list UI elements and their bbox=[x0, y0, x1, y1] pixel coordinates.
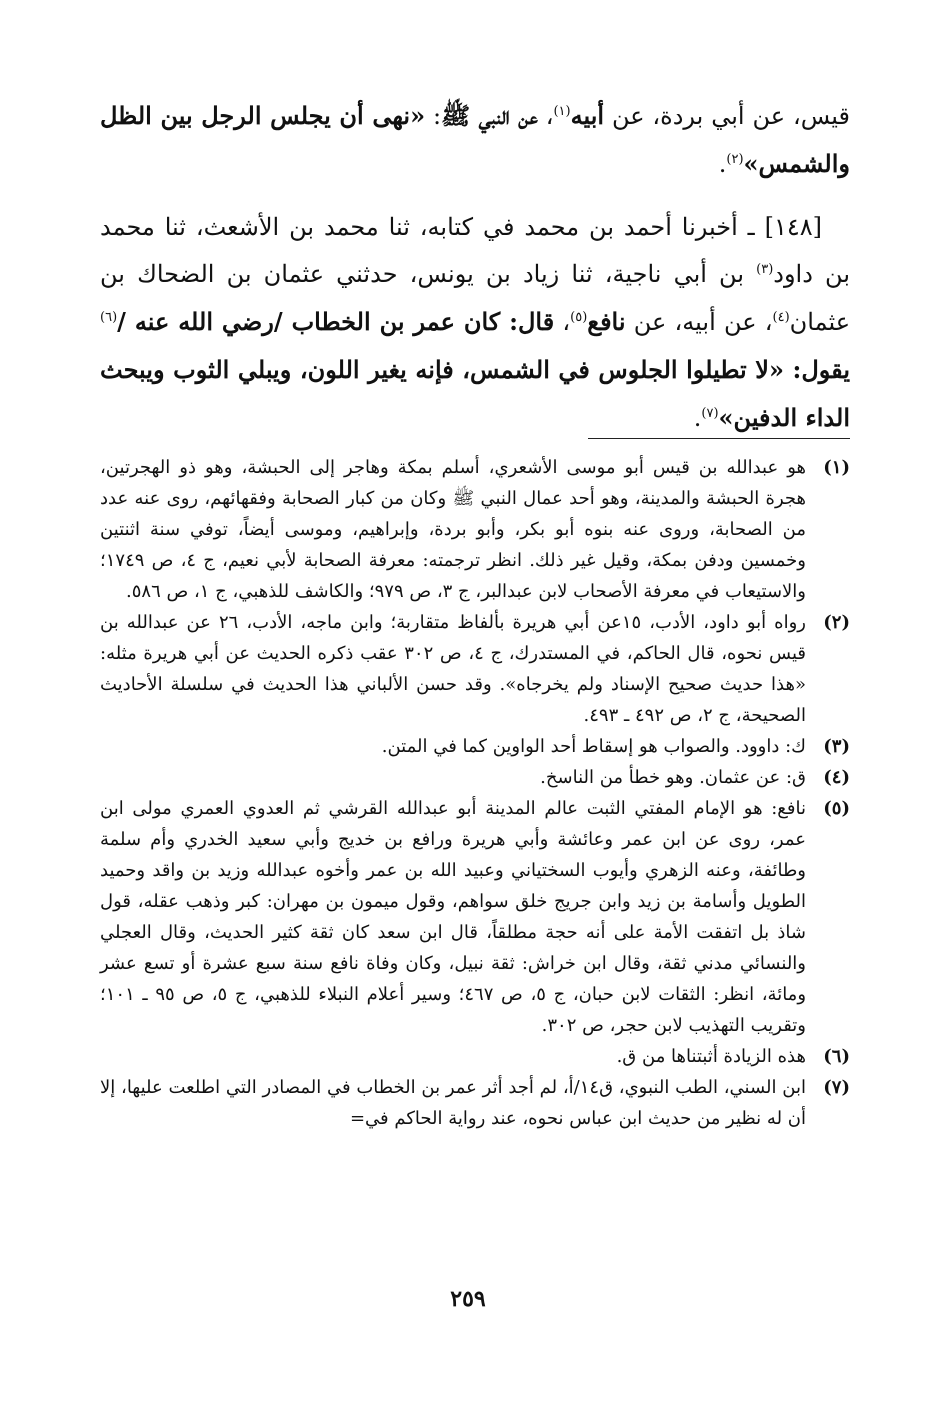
bold-run: قال: كان عمر بن الخطاب /رضي الله عنه / bbox=[117, 307, 555, 336]
footnote-ref-7[interactable]: (٧) bbox=[701, 406, 719, 421]
text-run: ، عن أبيه، عن bbox=[625, 308, 773, 336]
footnote-ref-2[interactable]: (٢) bbox=[726, 152, 744, 167]
footnote-number: (٣) bbox=[823, 736, 850, 757]
footnote-text: ابن السني، الطب النبوي، ق١٤/أ، لم أجد أثر عمر بن الخطاب في المصادر التي اطلعت عليها، إلا أن له نظير من حديث ابن عباس نحوه، عند رواية الحاكم في= bbox=[100, 1077, 806, 1129]
footnote-ref-1[interactable]: (١) bbox=[553, 104, 571, 119]
footnote-number: (١) bbox=[823, 457, 850, 478]
footnote-text: هذه الزيادة أثبتناها من ق. bbox=[616, 1046, 806, 1067]
footnote-text: رواه أبو داود، الأدب، ١٥عن أبي هريرة بألفاظ متقاربة؛ وابن ماجه، الأدب، ٢٦ عن عبدالله بن قيس نحوه، قال الحاكم، في المستدرك، ج ٤، ص ٣٠٢ عقب ذكره الحديث عن أبي هريرة مثله: «هذا حديث صحيح الإسناد ولم يخرجاه». وقد حسن الألباني هذا الحديث في سلسلة الأحاديث الصحيحة، ج ٢، ص ٤٩٢ ـ ٤٩٣. bbox=[100, 612, 807, 726]
footnote-text: هو عبدالله بن قيس أبو موسى الأشعري، أسلم بمكة وهاجر إلى الحبشة، وهو ذو الهجرتين، هجرة الحبشة والمدينة، وهو أحد عمال النبي ﷺ وكان من كبار الصحابة وفقهائهم، روى عنه عدد من الصحابة، وروى عنه بنوه أبو بكر، وأبو بردة، وإبراهيم، وموسى أيضاً، توفي سنة اثنتين وخمسين ودفن بمكة، وقيل غير ذلك. انظر ترجمته: معرفة الصحابة لأبي نعيم، ج ٤، ص ١٧٤٩؛ والاستيعاب في معرفة الأصحاب لابن عبدالبر، ج ٣، ص ٩٧٩؛ والكاشف للذهبي، ج ١، ص ٥٨٦. bbox=[100, 457, 807, 602]
bold-run: نافع bbox=[587, 307, 626, 336]
text-run: بن أبي ناجية، ثنا زياد بن يونس، حدثني عثمان بن الضحاك بن عثمان bbox=[100, 260, 851, 336]
footnote-ref-3[interactable]: (٣) bbox=[756, 262, 774, 277]
text-run: ، bbox=[537, 102, 554, 130]
footnotes bbox=[100, 452, 850, 1134]
footnote-number: (٦) bbox=[823, 1046, 850, 1067]
text-run: ، bbox=[554, 308, 571, 336]
footnote-7 bbox=[100, 1072, 850, 1134]
main-text bbox=[100, 92, 850, 458]
footnote-ref-4[interactable]: (٤) bbox=[772, 310, 790, 325]
footnote-text: نافع: هو الإمام المفتي الثبت عالم المدينة أبو عبدالله القرشي ثم العدوي العمري مولى ابن عمر، روى عن ابن عمر وعائشة وأبي هريرة ورافع بن خديج وأبي سعيد الخدري وأم سلمة وطائفة، وعنه الزهري وأيوب السختياني وعبيد الله بن عمر وأخوه عبدالله وزيد بن واقد وحميد الطويل وأسامة بن زيد وابن جريج خلق سواهم، وقول ميمون بن مهران: كبر وذهب عقله، قول شاذ بل اتفقت الأمة على أنه حجة مطلقاً، قال ابن سعد كان ثقة كثير الحديث، وقال العجلي والنسائي مدني ثقة، وقال ابن خراش: ثقة نبيل، وكان وفاة نافع سنة سبع عشرة أو تسع عشر ومائة، انظر: الثقات لابن حبان، ج ٥، ص ٤٦٧؛ وسير أعلام النبلاء للذهبي، ج ٥، ص ٩٥ ـ ١٠١؛ وتقريب التهذيب لابن حجر، ص ٣٠٢. bbox=[100, 798, 807, 1036]
footnote-text: ق: عن عثمان. وهو خطأ من الناسخ. bbox=[540, 767, 806, 788]
hadith-quote: «نهى أن يجلس الرجل بين الظل والشمس» bbox=[100, 101, 850, 178]
hadith-quote: يقول: «لا تطيلوا الجلوس في الشمس، فإنه يغير اللون، ويبلي الثوب ويبحث الداء الدفين» bbox=[100, 355, 850, 432]
bold-run: أبيه bbox=[570, 101, 605, 130]
footnote-number: (٢) bbox=[823, 612, 850, 633]
paragraph-hadith-147 bbox=[100, 92, 850, 188]
text-run: . bbox=[693, 404, 702, 432]
footnote-ref-5[interactable]: (٥) bbox=[570, 310, 588, 325]
footnote-separator bbox=[588, 438, 850, 439]
page-number: ٢٥٩ bbox=[450, 1286, 486, 1312]
footnote-number: (٤) bbox=[823, 767, 850, 788]
footnote-6 bbox=[100, 1041, 850, 1072]
footnote-number: (٧) bbox=[823, 1077, 850, 1098]
footnote-4 bbox=[100, 762, 850, 793]
footnote-5 bbox=[100, 793, 850, 1041]
text-run: قيس، عن أبي بردة، عن bbox=[604, 102, 851, 130]
footnote-text: ك: داوود. والصواب هو إسقاط أحد الواوين كما في المتن. bbox=[381, 736, 806, 757]
footnote-number: (٥) bbox=[823, 798, 850, 819]
footnote-ref-6[interactable]: (٦) bbox=[100, 310, 118, 325]
paragraph-hadith-148 bbox=[100, 204, 850, 442]
text-run: : bbox=[425, 102, 442, 130]
footnote-2 bbox=[100, 607, 850, 731]
text-run: . bbox=[718, 150, 727, 178]
bold-run: عن النبي ﷺ bbox=[441, 101, 538, 130]
footnote-1 bbox=[100, 452, 850, 607]
footnote-3 bbox=[100, 731, 850, 762]
text-run: [١٤٨] ـ أخبرنا أحمد بن محمد في كتابه، ثنا محمد بن الأشعث، ثنا محمد بن داود bbox=[100, 213, 850, 288]
